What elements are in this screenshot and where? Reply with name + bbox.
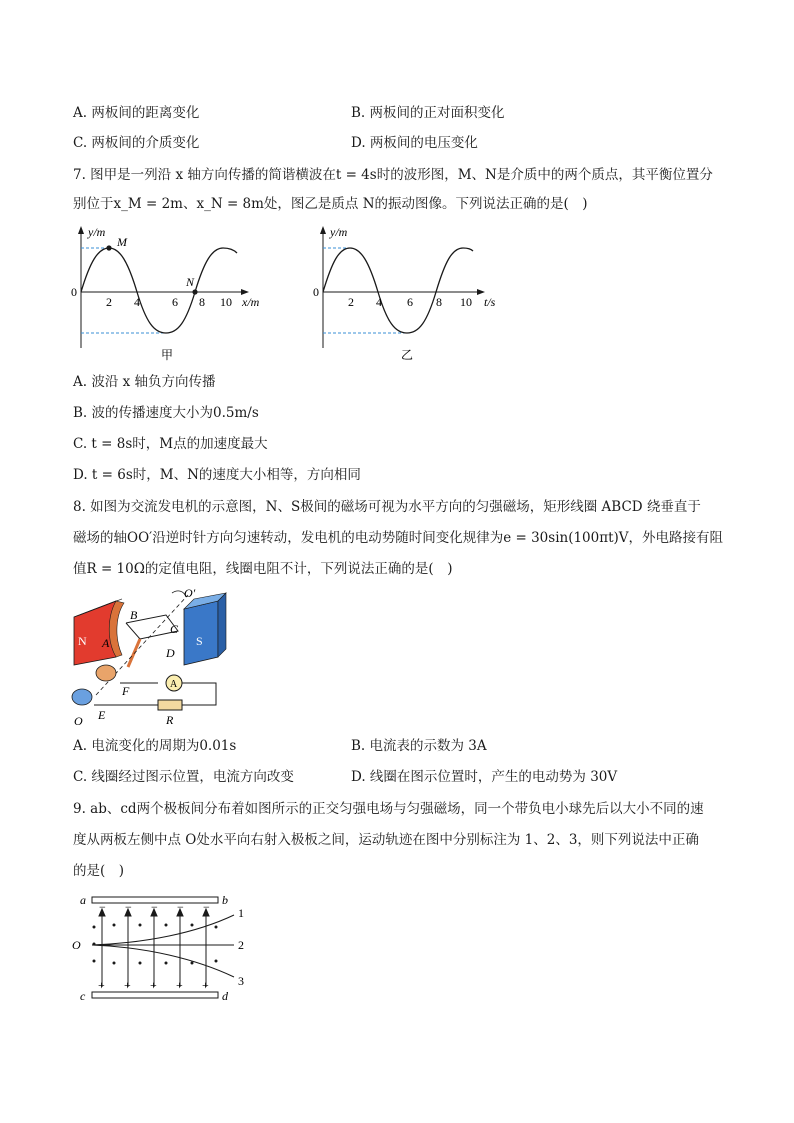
plus-sign-2: + — [124, 978, 131, 992]
q8-option-c: C. 线圈经过图示位置，电流方向改变 — [73, 769, 294, 785]
coil-label-c: C — [170, 622, 179, 636]
plate-cd — [92, 992, 218, 998]
yi-tick-8: 8 — [436, 295, 442, 309]
slip-ring-f — [96, 665, 116, 681]
yi-tick-2: 2 — [348, 295, 354, 309]
point-n-dot — [192, 289, 197, 294]
jia-tick-10: 10 — [220, 295, 232, 309]
plus-sign-4: + — [176, 978, 183, 992]
jia-origin: 0 — [71, 285, 77, 299]
yi-x-label: t/s — [484, 295, 496, 309]
jia-wave-curve — [81, 248, 237, 333]
q9-field-figure — [66, 889, 256, 1009]
jia-y-arrow — [78, 226, 84, 234]
path-3 — [92, 945, 234, 977]
resistor-label: R — [166, 713, 174, 727]
coil-label-d: D — [166, 646, 175, 660]
yi-tick-6: 6 — [407, 295, 413, 309]
jia-tick-6: 6 — [172, 295, 178, 309]
coil-lead — [128, 639, 140, 667]
jia-x-label: x/m — [242, 295, 260, 309]
plus-sign-1: + — [98, 978, 105, 992]
ammeter-label: A — [170, 679, 178, 690]
path-label-2: 2 — [238, 938, 244, 952]
q7-option-d: D. t = 6s时，M、N的速度大小相等，方向相同 — [73, 467, 361, 483]
yi-caption: 乙 — [401, 348, 414, 362]
coil-label-b: B — [130, 608, 138, 622]
wire-right — [182, 683, 216, 705]
minus-sign-2: − — [125, 900, 132, 914]
q7-option-a: A. 波沿 x 轴负方向传播 — [73, 374, 216, 390]
plus-sign-3: + — [150, 978, 157, 992]
path-label-3: 3 — [238, 974, 244, 988]
q6-option-c: C. 两板间的介质变化 — [73, 135, 200, 151]
jia-tick-8: 8 — [199, 295, 205, 309]
q7-vibration-figure-yi — [310, 222, 510, 370]
yi-origin: 0 — [313, 285, 319, 299]
q8-option-a: A. 电流变化的周期为0.01s — [73, 738, 237, 754]
path-1 — [92, 915, 234, 945]
q6-option-b: B. 两板间的正对面积变化 — [351, 105, 505, 121]
point-m-dot — [106, 245, 111, 250]
minus-sign-4: − — [177, 900, 184, 914]
q8-stem-line-3: 值R = 10Ω的定值电阻，线圈电阻不计，下列说法正确的是( ) — [73, 561, 453, 577]
plate-label-c: c — [80, 989, 86, 1003]
q7-stem-line-1: 7. 图甲是一列沿 x 轴方向传播的简谐横波在t = 4s时的波形图，M、N是介质中的两个质点，其平衡位置分 — [73, 167, 713, 183]
minus-sign-1: − — [99, 900, 106, 914]
yi-y-arrow — [320, 226, 326, 234]
jia-caption: 甲 — [161, 348, 174, 362]
yi-tick-4: 4 — [376, 295, 382, 309]
plate-label-d: d — [222, 989, 228, 1003]
q7-option-c: C. t = 8s时，M点的加速度最大 — [73, 436, 268, 452]
q8-stem-line-1: 8. 如图为交流发电机的示意图，N、S极间的磁场可视为水平方向的匀强磁场，矩形线圈 ABCD 绕垂直于 — [73, 499, 701, 515]
path-label-1: 1 — [238, 906, 244, 920]
brush-label-f: F — [122, 684, 130, 698]
n-pole-label: N — [78, 634, 87, 648]
field-lines — [99, 909, 209, 987]
yi-vibration-curve — [323, 248, 473, 333]
q8-generator-figure — [66, 585, 236, 730]
q6-option-a: A. 两板间的距离变化 — [73, 105, 200, 121]
plus-sign-5: + — [202, 978, 209, 992]
q7-wave-figure-jia — [68, 222, 278, 370]
q8-option-d: D. 线圈在图示位置时，产生的电动势为 30V — [351, 769, 618, 785]
minus-sign-5: − — [203, 900, 210, 914]
q8-stem-line-2: 磁场的轴OO′沿逆时针方向匀速转动，发电机的电动势随时间变化规律为e = 30sin(100πt)V，外电路接有阻 — [73, 530, 724, 546]
axis-label-o-prime: O′ — [184, 586, 196, 600]
jia-point-m: M — [117, 235, 127, 249]
jia-tick-2: 2 — [106, 295, 112, 309]
q6-option-d: D. 两板间的电压变化 — [351, 135, 478, 151]
q9-stem-line-3: 的是( ) — [73, 863, 125, 879]
plate-label-b: b — [222, 893, 228, 907]
jia-y-label: y/m — [88, 225, 106, 239]
plate-label-a: a — [80, 893, 86, 907]
q8-option-b: B. 电流表的示数为 3A — [351, 738, 487, 754]
yi-tick-10: 10 — [460, 295, 472, 309]
axis-label-o: O — [74, 714, 83, 728]
q7-stem-line-2: 别位于x_M = 2m、x_N = 8m处，图乙是质点 N的振动图像。下列说法正确的是( ) — [73, 196, 588, 212]
q7-option-b: B. 波的传播速度大小为0.5m/s — [73, 405, 259, 421]
s-pole-side — [218, 593, 226, 657]
s-pole-label: S — [196, 634, 203, 648]
s-pole-front — [184, 601, 218, 665]
q9-stem-line-2: 度从两板左侧中点 O处水平向右射入极板之间，运动轨迹在图中分别标注为 1、2、3，则下列说法中正确 — [73, 832, 699, 848]
point-o-label: O — [72, 938, 81, 952]
jia-point-n: N — [186, 275, 195, 289]
brush-label-e: E — [98, 708, 106, 722]
minus-sign-3: − — [151, 900, 158, 914]
resistor-icon — [158, 700, 182, 710]
q9-stem-line-1: 9. ab、cd两个极板间分布着如图所示的正交匀强电场与匀强磁场，同一个带负电小球先后以大小不同的速 — [73, 801, 704, 817]
jia-tick-4: 4 — [134, 295, 140, 309]
slip-ring-e — [72, 689, 92, 705]
coil-label-a: A — [102, 636, 110, 650]
yi-y-label: y/m — [330, 225, 348, 239]
